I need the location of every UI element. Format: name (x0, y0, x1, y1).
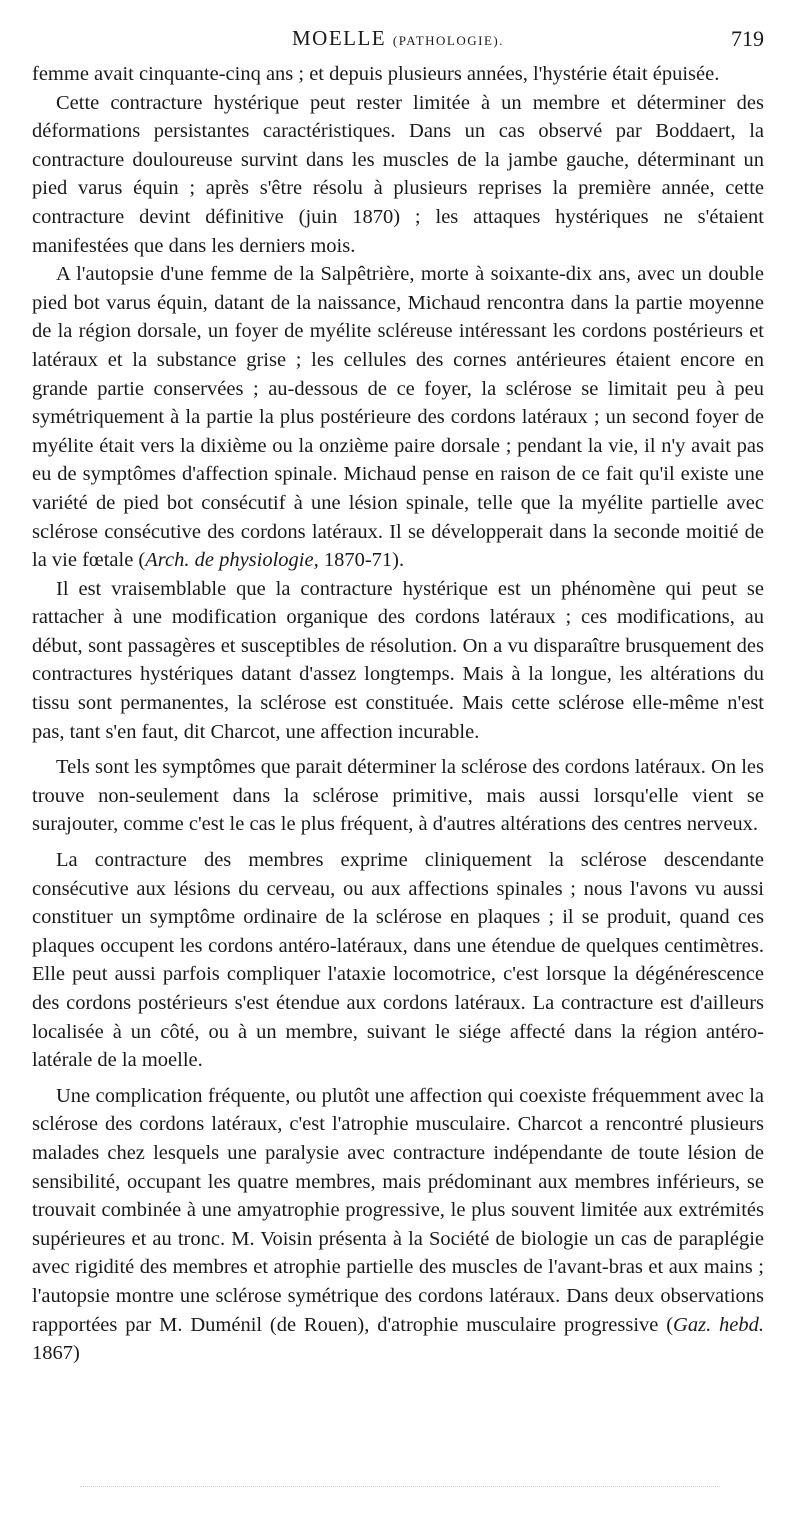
paragraph: Il est vraisemblable que la contracture hystérique est un phénomène qui peut se rattacher à une modification organique des cordons latéraux ; ces modifications, au début, sont passagères et susceptibles de résolution. On a vu disparaître brusquement des contractures hystériques datant d'assez longtemps. Mais à la longue, les altérations du tissu sont permanentes, la sclérose est constituée. Mais cette sclérose elle-même n'est pas, tant s'en faut, dit Charcot, une affection incurable. (32, 577, 764, 743)
paragraph-text: 1867) (32, 1342, 80, 1365)
paragraph: La contracture des membres exprime cliniquement la sclérose descendante consécutive aux lésions du cerveau, ou aux affections spinales ; nous l'avons vu aussi constituer un symptôme ordinaire de la sclérose en plaques ; il se produit, quand ces plaques occupent les cordons antéro-latéraux, dans une étendue de quelques centimètres. Elle peut aussi parfois compliquer l'ataxie locomotrice, c'est lorsque la dégénérescence des cordons postérieurs s'est étendue aux cordons latéraux. La contracture est d'ailleurs localisée à un côté, ou à un membre, suivant le siége affecté dans la région antéro-latérale de la moelle. (32, 849, 764, 1072)
citation: Arch. de physiologie, (145, 549, 319, 572)
citation: Gaz. hebd. (673, 1313, 764, 1336)
running-title (32, 26, 764, 51)
paragraph-continuation: femme avait cinquante-cinq ans ; et depuis plusieurs années, l'hystérie était épuisée. (32, 63, 720, 85)
running-head (32, 26, 764, 56)
paragraph: Cette contracture hystérique peut rester limitée à un membre et déterminer des déformations persistantes caractéristiques. Dans un cas observé par Boddaert, la contracture douloureuse survint dans les muscles de la jambe gauche, déterminant un pied varus équin ; après s'être résolu à plusieurs reprises la première année, cette contracture devint définitive (juin 1870) ; les attaques hystériques ne s'étaient manifestées que dans les derniers mois. (32, 91, 764, 257)
paragraph-text: 1870-71). (318, 549, 405, 572)
paragraph-text: Une complication fréquente, ou plutôt une affection qui coexiste fréquemment avec la sclérose des cordons latéraux, c'est l'atrophie musculaire. Charcot a rencontré plusieurs malades chez lesquels une paralysie avec contracture indépendante de toute lésion de sensibilité, occupant les quatre membres, mais prédominant aux membres inférieurs, se trouvait combinée à une amyatrophie progressive, le plus souvent limitée aux extrémités supérieures et au tronc. M. Voisin présenta à la Société de biologie un cas de paraplégie avec rigidité des membres et atrophie partielle des muscles de l'avant-bras et aux mains ; l'autopsie montre une sclérose symétrique des cordons latéraux. Dans deux observations rapportées par M. Duménil (de Rouen), d'atrophie musculaire progressive ( (32, 1084, 764, 1336)
page-number: 719 (731, 26, 764, 51)
running-title-sub: (PATHOLOGIE). (392, 33, 504, 48)
footer-rule (80, 1486, 720, 1487)
paragraph-text: A l'autopsie d'une femme de la Salpêtrière, morte à soixante-dix ans, avec un double pied bot varus équin, datant de la naissance, Michaud rencontra dans la partie moyenne de la région dorsale, un foyer de myélite scléreuse intéressant les cordons postérieurs et latéraux et la substance grise ; les cellules des cornes antérieures étaient encore en grande partie conservées ; au-dessous de ce foyer, la sclérose se limitait peu à peu symétriquement à la partie la plus postérieure des cordons latéraux ; un second foyer de myélite était vers la dixième ou la onzième paire dorsale ; pendant la vie, il n'y avait pas eu de symptômes d'affection spinale. Michaud pense en raison de ce fait qu'il existe une variété de pied bot consécutif à une lésion spinale, telle que la myélite partielle avec sclérose consécutive des cordons latéraux. Il se développerait dans la seconde moitié de la vie fœtale ( (32, 263, 764, 572)
book-page (32, 26, 764, 1368)
body-text (32, 60, 764, 1368)
paragraph: Tels sont les symptômes que parait déterminer la sclérose des cordons latéraux. On les trouve non-seulement dans la sclérose primitive, mais aussi lorsqu'elle vient se surajouter, comme c'est le cas le plus fréquent, à d'autres altérations des centres nerveux. (32, 756, 764, 836)
running-title-main: MOELLE (291, 26, 387, 50)
paragraph (32, 1082, 764, 1368)
paragraph (32, 260, 764, 575)
